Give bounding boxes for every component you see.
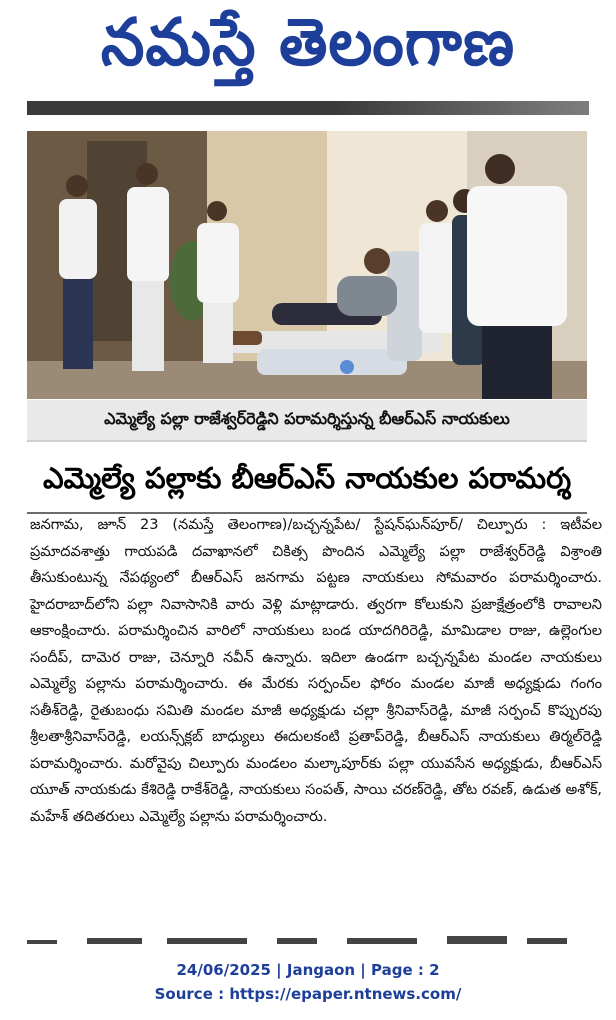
newspaper-masthead xyxy=(0,0,616,100)
article-headline: ఎమ్మెల్యే పల్లాకు బీఆర్‌ఎస్ నాయకుల పరామర్శ xyxy=(42,461,572,495)
edition-info: 24/06/2025 | Jangaon | Page : 2 xyxy=(176,961,440,979)
page-footer xyxy=(0,958,616,1006)
masthead-divider-bar xyxy=(27,101,589,115)
article-body xyxy=(30,512,602,927)
masthead-logo-title: నమస్తే తెలంగాణ xyxy=(100,3,516,81)
article-body-text: జనగామ, జూన్ 23 (నమస్తే తెలంగాణ)/బచ్చన్నపేట/ స్టేషన్‌ఘన్‌పూర్/ చిల్పూరు : ఇటీవల ప్రమాదవశాత్తు గాయపడి దవాఖానలో చికిత్స పొందిన ఎమ్మెల్యే పల్లా రాజేశ్వర్‌రెడ్డి విశ్రాంతి తీసుకుంటున్న నేపథ్యంలో బీఆర్‌ఎస్ జనగామ పట్టణ నాయకులు సోమవారం పరామర్శించారు. హైదరాబాద్‌లోని పల్లా నివాసానికి వారు వెళ్లి మాట్లాడారు. త్వరగా కోలుకుని ప్రజాక్షేత్రంలోకి రావాలని ఆకాంక్షించారు. పరామర్శించిన వారిలో నాయకులు బండ యాదగిరిరెడ్డి, మామిడాల రాజు, ఉల్లెంగుల సందీప్, దామెర రాజు, చెన్నూరి నవీన్ ఉన్నారు. ఇదిలా ఉండగా బచ్చన్నపేట మండల నాయకులు ఎమ్మెల్యే పల్లాను పరామర్శించారు. ఈ మేరకు సర్పంచ్‌ల ఫోరం మండల మాజీ అధ్యక్షుడు గంగం సతీశ్‌రెడ్డి, రైతుబంధు సమితి మండల మాజీ అధ్యక్షుడు చల్లా శ్రీనివాస్‌రెడ్డి, మాజీ సర్పంచ్ కొప్పురపు శ్రీలతాశ్రీనివాస్‌రెడ్డి, లయన్స్‌క్లబ్ బాధ్యులు ఈదులకంటి ప్రతాప్‌రెడ్డి, బీఆర్‌ఎస్ నాయకులు తిర్మల్‌రెడ్డి పరామర్శించారు. మరోవైపు చిల్పూరు మండలం మల్కాపూర్‌కు పల్లా యువసేన అధ్యక్షుడు, బీఆర్‌ఎస్ యూత్ నాయకుడు కేశిరెడ్డి రాకేశ్‌రెడ్డి, నాయకులు సంపత్, సాయి చరణ్‌రెడ్డి, తోట రవణ్, ఉడుత అశోక్, మహేశ్ తదితరులు ఎమ్మెల్యే పల్లాను పరామర్శించారు. xyxy=(30,517,602,825)
source-link[interactable]: Source : https://epaper.ntnews.com/ xyxy=(154,985,462,1003)
hospital-visit-illustration xyxy=(27,131,587,399)
cropped-next-article-fragment xyxy=(27,932,587,948)
news-photo xyxy=(27,131,587,399)
photo-caption: ఎమ్మెల్యే పల్లా రాజేశ్వర్‌రెడ్డిని పరామర్శిస్తున్న బీఆర్‌ఎస్ నాయకులు xyxy=(27,400,587,442)
